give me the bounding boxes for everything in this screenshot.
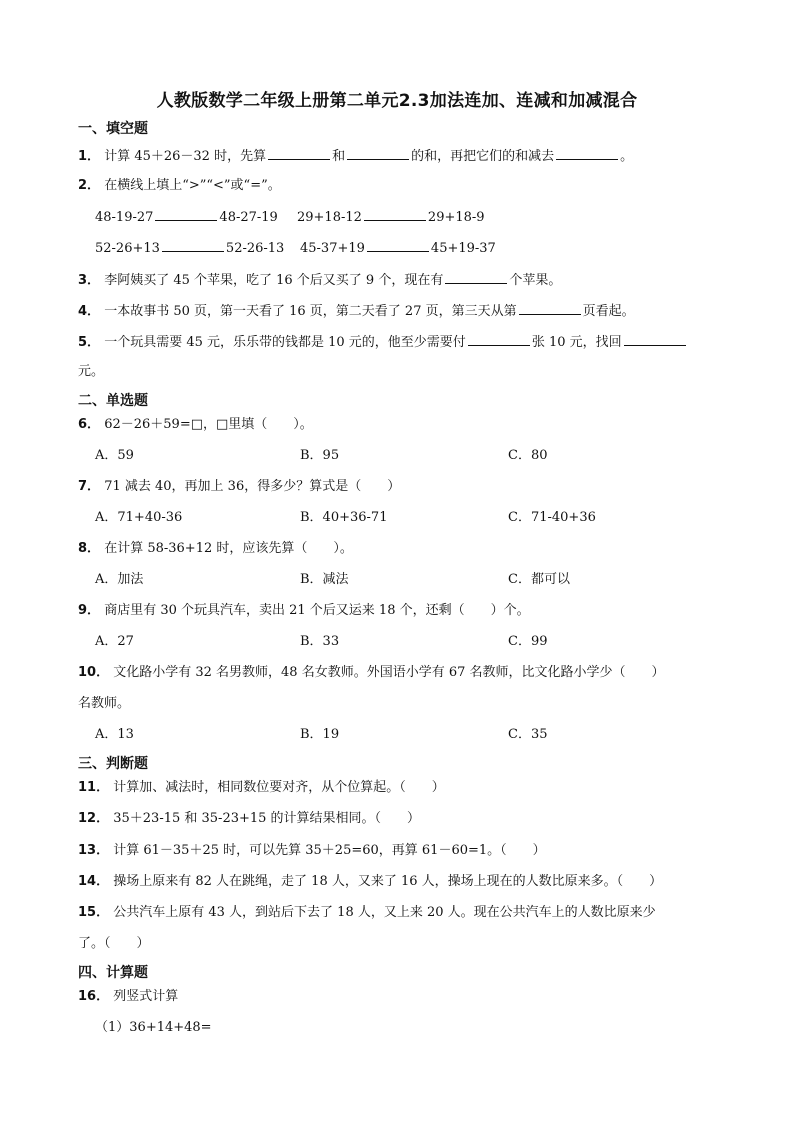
answer-blank[interactable] [347,146,409,160]
question-1 [78,146,633,166]
question-text: 列竖式计算 [113,989,179,1004]
option-c[interactable]: C．都可以 [508,572,570,587]
question-text: 商店里有 30 个玩具汽车，卖出 21 个后又运来 18 个，还剩（ ）个。 [104,603,530,618]
question-text: 计算 45＋26－32 时，先算 [104,149,267,164]
question-text: 35＋23-15 和 35-23+15 的计算结果相同。（ ） [113,811,421,826]
question-text: 计算 61－35＋25 时，可以先算 35＋25=60，再算 61－60=1。（ ） [113,843,546,858]
question-number: 3． [78,273,101,288]
option-b[interactable]: B．减法 [300,572,349,587]
option-a[interactable]: A．加法 [95,572,144,587]
compare-item: 48-19-27 48-27-19 [95,207,278,227]
option-c[interactable]: C．35 [508,727,548,742]
question-14 [78,873,662,891]
question-3 [78,270,561,290]
question-text: 的和，再把它们的和减去 [411,149,555,164]
answer-blank[interactable] [624,332,686,346]
page-title: 人教版数学二年级上册第二单元2.3加法连加、连减和加减混合 [156,91,638,111]
question-text: 操场上原来有 82 人在跳绳，走了 18 人，又来了 16 人，操场上现在的人数比原来多。（ ） [113,874,663,889]
answer-blank[interactable] [162,238,224,252]
question-text: 62－26＋59=□，□里填（ ）。 [104,417,313,432]
question-text: 文化路小学有 32 名男教师，48 名女教师。外国语小学有 67 名教师，比文化路小学少（ ） [113,665,665,680]
question-text: 页看起。 [582,304,635,319]
option-c[interactable]: C．99 [508,634,548,649]
question-text: 71 减去 40，再加上 36，得多少？算式是（ ） [104,479,401,494]
question-13 [78,842,546,860]
section-heading-calculation: 四、计算题 [78,965,148,981]
question-12 [78,810,420,828]
question-7 [78,478,400,496]
answer-blank[interactable] [468,332,530,346]
question-number: 9． [78,603,101,618]
question-number: 12． [78,811,110,826]
question-number: 10． [78,665,110,680]
question-10-continued [78,695,130,713]
option-a[interactable]: A．71+40-36 [95,510,183,525]
question-11 [78,779,445,797]
answer-blank[interactable] [364,207,426,221]
question-number: 1． [78,149,101,164]
question-5 [78,332,688,352]
question-text: 名教师。 [78,696,131,711]
question-number: 8． [78,541,101,556]
question-text: 个苹果。 [509,273,562,288]
question-number: 14． [78,874,110,889]
question-16 [78,988,178,1006]
section-heading-true-false: 三、判断题 [78,756,148,772]
question-text: 和 [332,149,346,164]
question-text: 在计算 58-36+12 时，应该先算（ ）。 [104,541,353,556]
question-number: 5． [78,335,101,350]
question-2 [78,177,281,195]
option-b[interactable]: B．95 [300,448,340,463]
option-c[interactable]: C．71-40+36 [508,510,596,525]
question-6 [78,416,313,434]
question-text: 元。 [78,364,105,379]
answer-blank[interactable] [519,301,581,315]
question-text: 在横线上填上“>”“<”或“=”。 [104,178,281,193]
question-5-continued [78,363,104,381]
option-a[interactable]: A．27 [95,634,134,649]
option-a[interactable]: A．59 [95,448,134,463]
compare-item: 29+18-12 29+18-9 [297,207,485,227]
option-a[interactable]: A．13 [95,727,134,742]
compare-item: 45-37+19 45+19-37 [300,238,496,258]
question-15 [78,904,656,922]
section-heading-fill-blank: 一、填空题 [78,121,148,137]
answer-blank[interactable] [556,146,618,160]
question-number: 6． [78,417,101,432]
question-text: 。 [620,149,634,164]
question-15-continued [78,935,150,953]
question-number: 13． [78,843,110,858]
question-text: 一个玩具需要 45 元，乐乐带的钱都是 10 元的，他至少需要付 [104,335,466,350]
question-number: 2． [78,178,101,193]
section-heading-single-choice: 二、单选题 [78,393,148,409]
question-text: 公共汽车上原有 43 人，到站后下去了 18 人，又上来 20 人。现在公共汽车上的人数比原来少 [113,905,656,920]
question-9 [78,602,530,620]
question-number: 4． [78,304,101,319]
question-10 [78,664,665,682]
option-b[interactable]: B．19 [300,727,340,742]
question-number: 16． [78,989,110,1004]
question-8 [78,540,353,558]
question-text: 一本故事书 50 页，第一天看了 16 页，第二天看了 27 页，第三天从第 [104,304,517,319]
option-b[interactable]: B．33 [300,634,340,649]
answer-blank[interactable] [268,146,330,160]
question-number: 7． [78,479,101,494]
calculation-item: （1）36+14+48= [95,1020,212,1035]
answer-blank[interactable] [367,238,429,252]
compare-item: 52-26+13 52-26-13 [95,238,284,258]
question-4 [78,301,635,321]
question-number: 15． [78,905,110,920]
question-text: 张 10 元，找回 [531,335,622,350]
option-c[interactable]: C．80 [508,448,548,463]
answer-blank[interactable] [155,207,217,221]
question-text: 了。（ ） [78,936,150,951]
question-text: 计算加、减法时，相同数位要对齐，从个位算起。（ ） [113,780,445,795]
option-b[interactable]: B．40+36-71 [300,510,388,525]
question-text: 李阿姨买了 45 个苹果，吃了 16 个后又买了 9 个，现在有 [104,273,444,288]
question-number: 11． [78,780,110,795]
answer-blank[interactable] [445,270,507,284]
